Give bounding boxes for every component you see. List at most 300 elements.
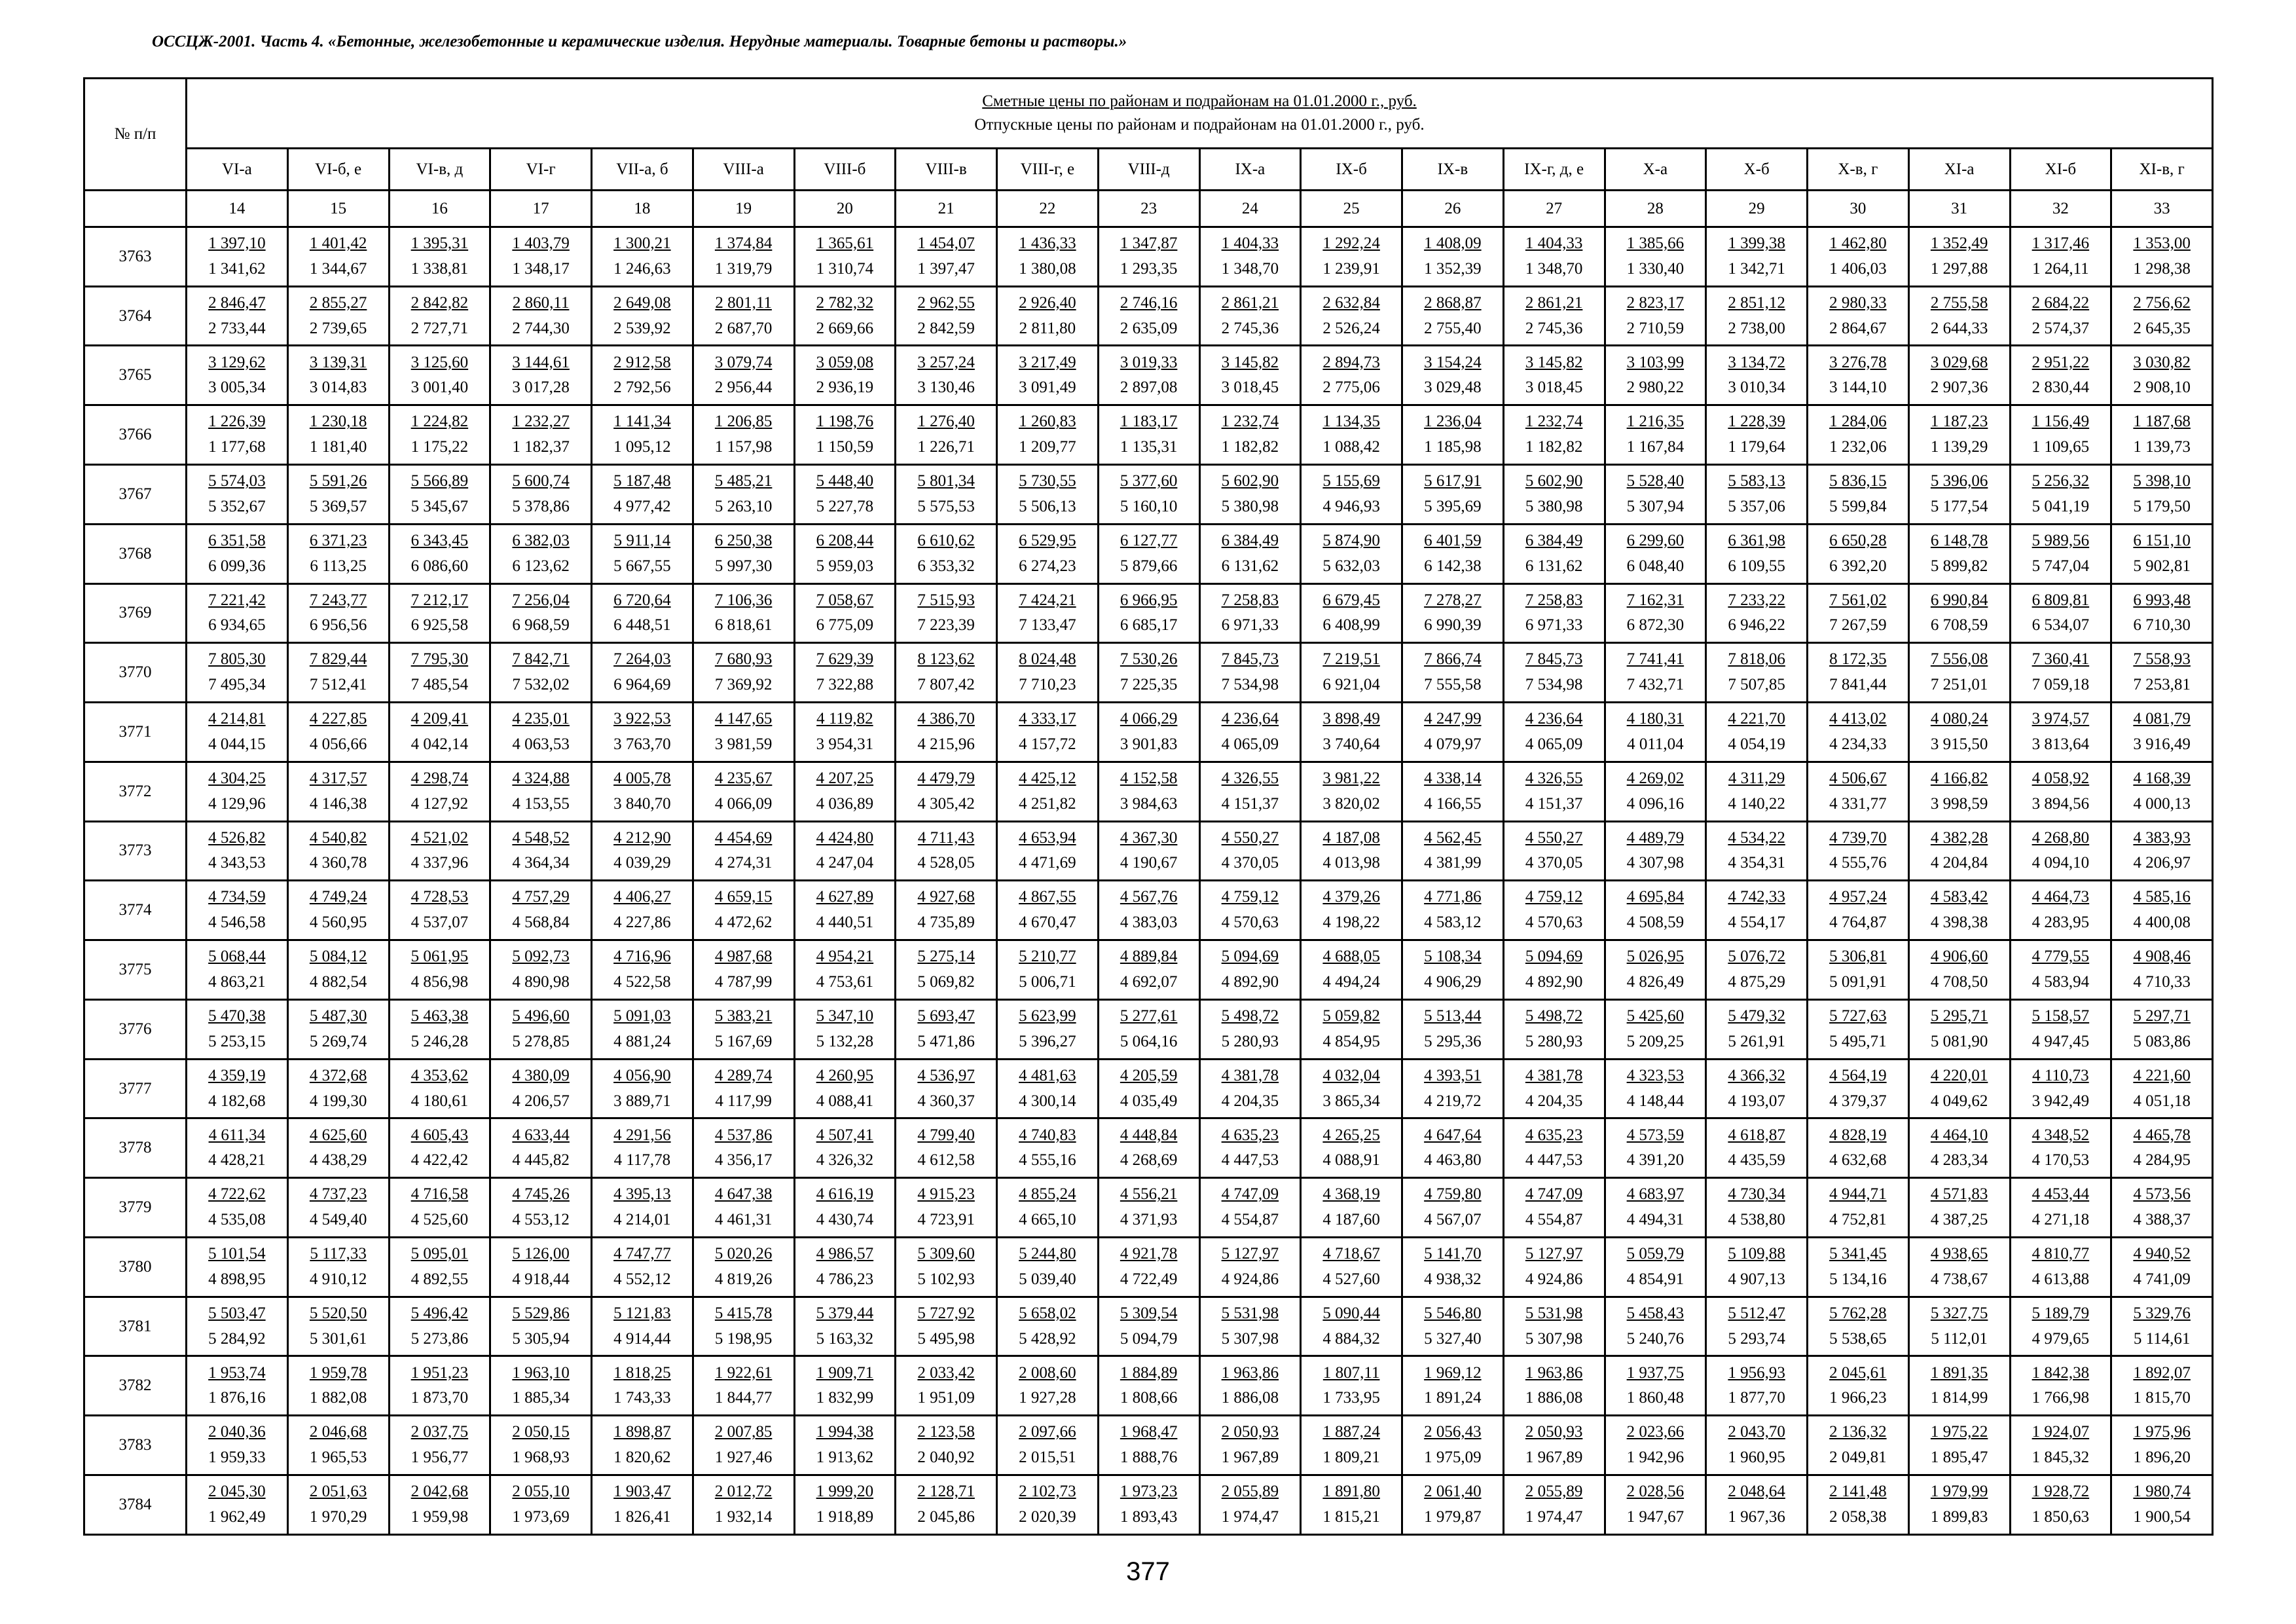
estimate-price: 1 462,80 bbox=[1829, 234, 1887, 253]
price-cell bbox=[2111, 1297, 2213, 1356]
row-number: 3764 bbox=[84, 286, 187, 346]
estimate-price: 4 627,89 bbox=[816, 888, 874, 906]
release-price: 4 042,14 bbox=[410, 735, 469, 753]
estimate-price: 6 343,45 bbox=[410, 531, 469, 549]
price-cell bbox=[187, 703, 288, 762]
price-cell bbox=[1402, 940, 1504, 1000]
price-cell bbox=[592, 464, 693, 524]
region-header: VIII-a bbox=[693, 148, 794, 191]
price-cell bbox=[1301, 1356, 1402, 1416]
price-cell bbox=[287, 405, 389, 465]
release-price: 5 307,94 bbox=[1626, 497, 1685, 515]
estimate-price: 2 102,73 bbox=[1019, 1483, 1076, 1501]
price-cell bbox=[490, 464, 592, 524]
price-cell bbox=[896, 286, 997, 346]
price-cell bbox=[2010, 881, 2111, 940]
release-price: 4 065,09 bbox=[1525, 735, 1583, 753]
estimate-price: 5 463,38 bbox=[410, 1007, 469, 1025]
estimate-price: 7 219,51 bbox=[1322, 650, 1380, 669]
price-cell bbox=[896, 227, 997, 286]
price-cell bbox=[1199, 1416, 1301, 1475]
release-price: 4 054,19 bbox=[1728, 735, 1785, 753]
price-cell bbox=[794, 821, 896, 881]
price-cell bbox=[1098, 346, 1199, 405]
release-price: 4 924,86 bbox=[1221, 1270, 1279, 1288]
estimate-price: 4 573,56 bbox=[2133, 1185, 2191, 1204]
release-price: 1 899,83 bbox=[1930, 1508, 1988, 1526]
price-cell bbox=[187, 940, 288, 1000]
release-price: 1 967,89 bbox=[1221, 1449, 1279, 1467]
estimate-price: 4 205,59 bbox=[1120, 1066, 1178, 1084]
release-price: 4 000,13 bbox=[2133, 794, 2191, 813]
table-row bbox=[84, 762, 2213, 821]
estimate-price: 5 306,81 bbox=[1829, 948, 1887, 966]
price-cell bbox=[794, 583, 896, 643]
price-cell bbox=[1098, 464, 1199, 524]
release-price: 4 612,58 bbox=[917, 1151, 975, 1170]
estimate-price: 1 156,49 bbox=[2032, 413, 2090, 431]
estimate-price: 4 338,14 bbox=[1424, 769, 1482, 787]
estimate-price: 5 108,34 bbox=[1424, 948, 1482, 966]
estimate-price: 1 953,74 bbox=[208, 1363, 266, 1382]
estimate-price: 1 999,20 bbox=[816, 1483, 874, 1501]
estimate-price: 1 260,83 bbox=[1019, 413, 1076, 431]
release-price: 4 422,42 bbox=[410, 1151, 469, 1170]
release-price: 4 979,65 bbox=[2032, 1329, 2090, 1348]
release-price: 5 263,10 bbox=[714, 497, 773, 515]
release-price: 3 916,49 bbox=[2133, 735, 2191, 753]
release-price: 4 148,44 bbox=[1626, 1092, 1685, 1110]
release-price: 2 744,30 bbox=[512, 319, 570, 337]
release-price: 5 064,16 bbox=[1120, 1032, 1178, 1050]
price-cell bbox=[997, 1356, 1099, 1416]
release-price: 5 102,93 bbox=[917, 1270, 975, 1288]
release-price: 4 129,96 bbox=[208, 794, 266, 813]
price-cell bbox=[1808, 1237, 1909, 1297]
estimate-price: 3 139,31 bbox=[309, 353, 367, 371]
price-cell bbox=[592, 1356, 693, 1416]
estimate-price: 5 327,75 bbox=[1930, 1304, 1988, 1322]
estimate-price: 4 521,02 bbox=[410, 828, 469, 847]
estimate-price: 4 383,93 bbox=[2133, 828, 2191, 847]
price-cell bbox=[2111, 1059, 2213, 1118]
estimate-price: 4 311,29 bbox=[1728, 769, 1785, 787]
price-cell bbox=[1808, 762, 1909, 821]
table-row bbox=[84, 227, 2213, 286]
price-cell bbox=[1301, 464, 1402, 524]
price-cell bbox=[1098, 643, 1199, 703]
estimate-price: 5 117,33 bbox=[310, 1245, 367, 1263]
release-price: 3 981,59 bbox=[714, 735, 773, 753]
release-price: 4 187,60 bbox=[1322, 1211, 1380, 1229]
release-price: 4 528,05 bbox=[917, 854, 975, 872]
price-cell bbox=[1301, 1297, 1402, 1356]
release-price: 4 938,32 bbox=[1424, 1270, 1482, 1288]
release-price: 4 554,17 bbox=[1728, 913, 1785, 932]
release-price: 4 388,37 bbox=[2133, 1211, 2191, 1229]
estimate-price: 2 842,82 bbox=[410, 293, 469, 312]
estimate-price: 4 235,67 bbox=[714, 769, 773, 787]
estimate-price: 4 944,71 bbox=[1829, 1185, 1887, 1204]
release-price: 4 182,68 bbox=[208, 1092, 266, 1110]
price-cell bbox=[1199, 1237, 1301, 1297]
price-cell bbox=[389, 940, 490, 1000]
price-cell bbox=[1098, 1297, 1199, 1356]
price-cell bbox=[1605, 1118, 1706, 1178]
estimate-price: 2 868,87 bbox=[1424, 293, 1482, 312]
estimate-price: 1 183,17 bbox=[1120, 413, 1178, 431]
estimate-price: 2 055,10 bbox=[512, 1483, 570, 1501]
estimate-price: 5 092,73 bbox=[512, 948, 570, 966]
estimate-price: 1 232,27 bbox=[512, 413, 570, 431]
release-price: 4 440,51 bbox=[816, 913, 874, 932]
price-cell bbox=[1402, 227, 1504, 286]
release-price: 4 632,68 bbox=[1829, 1151, 1887, 1170]
release-price: 1 226,71 bbox=[917, 438, 975, 456]
release-price: 4 738,67 bbox=[1930, 1270, 1988, 1288]
estimate-price: 4 647,38 bbox=[714, 1185, 773, 1204]
release-price: 7 253,81 bbox=[2133, 676, 2191, 694]
price-cell bbox=[389, 821, 490, 881]
release-price: 4 692,07 bbox=[1120, 972, 1178, 991]
release-price: 4 946,93 bbox=[1322, 497, 1380, 515]
release-price: 4 127,92 bbox=[410, 794, 469, 813]
estimate-price: 7 212,17 bbox=[410, 591, 469, 609]
price-cell bbox=[2010, 405, 2111, 465]
estimate-price: 5 623,99 bbox=[1019, 1007, 1076, 1025]
estimate-price: 2 043,70 bbox=[1728, 1423, 1785, 1441]
price-cell bbox=[693, 821, 794, 881]
price-cell bbox=[1706, 227, 1808, 286]
column-number-row bbox=[84, 191, 2213, 227]
price-cell bbox=[1098, 524, 1199, 583]
estimate-price: 4 747,09 bbox=[1221, 1185, 1279, 1204]
estimate-price: 5 084,12 bbox=[309, 948, 367, 966]
table-row bbox=[84, 999, 2213, 1059]
row-number: 3763 bbox=[84, 227, 187, 286]
release-price: 4 826,49 bbox=[1626, 972, 1685, 991]
price-cell bbox=[187, 881, 288, 940]
release-price: 5 307,98 bbox=[1525, 1329, 1583, 1348]
estimate-price: 4 207,25 bbox=[816, 769, 874, 787]
estimate-price: 5 126,00 bbox=[512, 1245, 570, 1263]
price-cell bbox=[1301, 821, 1402, 881]
price-cell bbox=[896, 1416, 997, 1475]
estimate-price: 5 546,80 bbox=[1424, 1304, 1482, 1322]
price-cell bbox=[693, 1178, 794, 1238]
release-price: 4 065,09 bbox=[1221, 735, 1279, 753]
estimate-price: 5 141,70 bbox=[1424, 1245, 1482, 1263]
release-price: 6 971,33 bbox=[1525, 616, 1583, 635]
price-cell bbox=[1503, 346, 1605, 405]
release-price: 2 669,66 bbox=[816, 319, 874, 337]
price-cell bbox=[592, 227, 693, 286]
release-price: 4 305,42 bbox=[917, 794, 975, 813]
price-cell bbox=[1908, 762, 2010, 821]
release-price: 6 353,32 bbox=[917, 557, 975, 575]
release-price: 3 017,28 bbox=[512, 378, 570, 397]
price-cell bbox=[389, 524, 490, 583]
release-price: 7 807,42 bbox=[917, 676, 975, 694]
release-price: 1 973,69 bbox=[512, 1508, 570, 1526]
price-cell bbox=[490, 405, 592, 465]
price-cell bbox=[490, 762, 592, 821]
price-cell bbox=[490, 940, 592, 1000]
release-price: 5 575,53 bbox=[917, 497, 975, 515]
price-cell bbox=[389, 346, 490, 405]
estimate-price: 2 755,58 bbox=[1930, 293, 1988, 312]
price-cell bbox=[997, 464, 1099, 524]
price-cell bbox=[896, 524, 997, 583]
release-price: 2 842,59 bbox=[917, 319, 975, 337]
price-cell bbox=[1402, 286, 1504, 346]
estimate-price: 2 123,58 bbox=[917, 1423, 975, 1441]
estimate-price: 4 550,27 bbox=[1221, 828, 1279, 847]
price-cell bbox=[1199, 405, 1301, 465]
release-price: 4 494,24 bbox=[1322, 972, 1380, 991]
price-cell bbox=[1605, 1356, 1706, 1416]
estimate-price: 5 295,71 bbox=[1930, 1007, 1988, 1025]
release-price: 4 428,21 bbox=[208, 1151, 266, 1170]
release-price: 2 811,80 bbox=[1019, 319, 1076, 337]
price-cell bbox=[2010, 1356, 2111, 1416]
estimate-price: 1 401,42 bbox=[309, 234, 367, 253]
estimate-price: 3 103,99 bbox=[1626, 353, 1685, 371]
release-price: 4 056,66 bbox=[309, 735, 367, 753]
release-price: 2 897,08 bbox=[1120, 378, 1178, 397]
price-cell bbox=[1706, 346, 1808, 405]
release-price: 4 583,94 bbox=[2032, 972, 2090, 991]
release-price: 1 808,66 bbox=[1120, 1389, 1178, 1407]
estimate-price: 7 221,42 bbox=[208, 591, 266, 609]
price-cell bbox=[287, 524, 389, 583]
estimate-price: 4 526,82 bbox=[208, 828, 266, 847]
price-cell bbox=[1605, 881, 1706, 940]
release-price: 4 549,40 bbox=[309, 1211, 367, 1229]
release-price: 5 506,13 bbox=[1019, 497, 1076, 515]
column-number: 22 bbox=[997, 191, 1099, 227]
release-price: 2 015,51 bbox=[1019, 1449, 1076, 1467]
estimate-price: 7 058,67 bbox=[816, 591, 874, 609]
price-cell bbox=[1301, 881, 1402, 940]
table-row bbox=[84, 583, 2213, 643]
estimate-price: 4 220,01 bbox=[1930, 1066, 1988, 1084]
release-price: 5 094,79 bbox=[1120, 1329, 1178, 1348]
release-price: 1 942,96 bbox=[1626, 1449, 1685, 1467]
price-cell bbox=[1098, 703, 1199, 762]
price-cell bbox=[896, 405, 997, 465]
release-price: 7 534,98 bbox=[1221, 676, 1279, 694]
estimate-price: 4 562,45 bbox=[1424, 828, 1482, 847]
release-price: 7 532,02 bbox=[512, 676, 570, 694]
price-cell bbox=[794, 999, 896, 1059]
release-price: 4 271,18 bbox=[2032, 1211, 2090, 1229]
price-cell bbox=[1098, 762, 1199, 821]
release-price: 6 968,59 bbox=[512, 616, 570, 635]
price-cell bbox=[187, 1118, 288, 1178]
price-cell bbox=[287, 1059, 389, 1118]
price-cell bbox=[2111, 881, 2213, 940]
price-cell bbox=[1605, 643, 1706, 703]
estimate-price: 2 951,22 bbox=[2032, 353, 2090, 371]
estimate-price: 5 836,15 bbox=[1829, 472, 1887, 490]
estimate-price: 5 583,13 bbox=[1728, 472, 1785, 490]
release-price: 4 400,08 bbox=[2133, 913, 2191, 932]
price-cell bbox=[997, 940, 1099, 1000]
release-price: 7 059,18 bbox=[2032, 676, 2090, 694]
estimate-price: 7 558,93 bbox=[2133, 650, 2191, 669]
release-price: 1 264,11 bbox=[2032, 259, 2089, 278]
estimate-price: 6 720,64 bbox=[613, 591, 671, 609]
price-cell bbox=[1605, 346, 1706, 405]
price-cell bbox=[1402, 405, 1504, 465]
release-price: 1 157,98 bbox=[714, 438, 773, 456]
price-table bbox=[83, 77, 2214, 1536]
estimate-price: 4 221,60 bbox=[2133, 1066, 2191, 1084]
release-price: 4 461,31 bbox=[714, 1211, 773, 1229]
price-cell bbox=[794, 227, 896, 286]
price-cell bbox=[1605, 405, 1706, 465]
price-cell bbox=[1605, 227, 1706, 286]
release-price: 3 001,40 bbox=[410, 378, 469, 397]
price-cell bbox=[794, 703, 896, 762]
price-cell bbox=[794, 643, 896, 703]
estimate-price: 4 269,02 bbox=[1626, 769, 1685, 787]
release-price: 4 079,97 bbox=[1424, 735, 1482, 753]
price-cell bbox=[997, 1297, 1099, 1356]
estimate-price: 4 406,27 bbox=[613, 888, 671, 906]
estimate-price: 4 927,68 bbox=[917, 888, 975, 906]
release-price: 6 109,55 bbox=[1728, 557, 1785, 575]
release-price: 5 091,91 bbox=[1829, 972, 1887, 991]
price-cell bbox=[1301, 524, 1402, 583]
region-header: VIII-в bbox=[896, 148, 997, 191]
estimate-price: 5 059,82 bbox=[1322, 1007, 1380, 1025]
table-row bbox=[84, 286, 2213, 346]
release-price: 6 708,59 bbox=[1930, 616, 1988, 635]
price-cell bbox=[1908, 1475, 2010, 1535]
price-cell bbox=[1199, 703, 1301, 762]
estimate-price: 4 080,24 bbox=[1930, 710, 1988, 728]
price-cell bbox=[1098, 1059, 1199, 1118]
release-price: 4 268,69 bbox=[1120, 1151, 1178, 1170]
release-price: 4 331,77 bbox=[1829, 794, 1887, 813]
table-row bbox=[84, 464, 2213, 524]
release-price: 4 283,34 bbox=[1930, 1151, 1988, 1170]
release-price: 4 977,42 bbox=[613, 497, 671, 515]
price-cell bbox=[2010, 346, 2111, 405]
release-price: 1 979,87 bbox=[1424, 1508, 1482, 1526]
row-number: 3773 bbox=[84, 821, 187, 881]
release-price: 3 018,45 bbox=[1221, 378, 1279, 397]
estimate-price: 2 141,48 bbox=[1829, 1483, 1887, 1501]
release-price: 3 984,63 bbox=[1120, 794, 1178, 813]
page-number: 377 bbox=[1126, 1557, 1170, 1586]
estimate-price: 5 503,47 bbox=[208, 1304, 266, 1322]
release-price: 7 534,98 bbox=[1525, 676, 1583, 694]
price-cell bbox=[1706, 1297, 1808, 1356]
estimate-price: 1 408,09 bbox=[1424, 234, 1482, 253]
price-cell bbox=[997, 1475, 1099, 1535]
release-price: 1 177,68 bbox=[208, 438, 266, 456]
release-price: 1 182,37 bbox=[512, 438, 570, 456]
estimate-price: 1 979,99 bbox=[1930, 1483, 1988, 1501]
release-price: 4 206,97 bbox=[2133, 854, 2191, 872]
price-cell bbox=[2111, 1356, 2213, 1416]
estimate-price: 1 436,33 bbox=[1019, 234, 1076, 253]
release-price: 4 856,98 bbox=[410, 972, 469, 991]
estimate-price: 4 236,64 bbox=[1221, 710, 1279, 728]
estimate-price: 5 487,30 bbox=[309, 1007, 367, 1025]
release-price: 4 088,91 bbox=[1322, 1151, 1380, 1170]
release-price: 5 428,92 bbox=[1019, 1329, 1076, 1348]
price-cell bbox=[1503, 524, 1605, 583]
price-cell bbox=[592, 703, 693, 762]
release-price: 4 157,72 bbox=[1019, 735, 1076, 753]
release-price: 5 179,50 bbox=[2133, 497, 2191, 515]
estimate-price: 6 966,95 bbox=[1120, 591, 1178, 609]
estimate-price: 3 019,33 bbox=[1120, 353, 1178, 371]
release-price: 4 063,53 bbox=[512, 735, 570, 753]
release-price: 4 337,96 bbox=[410, 854, 469, 872]
column-number: 19 bbox=[693, 191, 794, 227]
release-price: 1 927,46 bbox=[714, 1449, 773, 1467]
estimate-price: 3 029,68 bbox=[1930, 353, 1988, 371]
estimate-price: 1 963,86 bbox=[1221, 1363, 1279, 1382]
estimate-price: 4 454,69 bbox=[714, 828, 773, 847]
estimate-price: 2 855,27 bbox=[309, 293, 367, 312]
estimate-price: 1 232,74 bbox=[1221, 413, 1279, 431]
estimate-price: 4 659,15 bbox=[714, 888, 773, 906]
estimate-price: 1 963,10 bbox=[512, 1363, 570, 1382]
estimate-price: 5 210,77 bbox=[1019, 948, 1076, 966]
estimate-price: 2 846,47 bbox=[208, 293, 266, 312]
price-cell bbox=[1908, 881, 2010, 940]
estimate-price: 1 891,80 bbox=[1322, 1483, 1380, 1501]
price-cell bbox=[1706, 286, 1808, 346]
estimate-price: 5 379,44 bbox=[816, 1304, 874, 1322]
release-price: 5 538,65 bbox=[1829, 1329, 1887, 1348]
table-row bbox=[84, 1178, 2213, 1238]
estimate-price: 4 380,09 bbox=[512, 1066, 570, 1084]
estimate-price: 4 304,25 bbox=[208, 769, 266, 787]
region-header: X-a bbox=[1605, 148, 1706, 191]
estimate-price: 5 479,32 bbox=[1728, 1007, 1785, 1025]
estimate-price: 4 448,84 bbox=[1120, 1126, 1178, 1144]
price-cell bbox=[1808, 524, 1909, 583]
release-price: 4 741,09 bbox=[2133, 1270, 2191, 1288]
estimate-price: 1 909,71 bbox=[816, 1363, 874, 1382]
price-cell bbox=[1199, 1059, 1301, 1118]
release-price: 5 396,27 bbox=[1019, 1032, 1076, 1050]
release-price: 2 936,19 bbox=[816, 378, 874, 397]
release-price: 5 284,92 bbox=[208, 1329, 266, 1348]
price-cell bbox=[187, 1059, 288, 1118]
price-cell bbox=[1503, 227, 1605, 286]
release-price: 1 209,77 bbox=[1019, 438, 1076, 456]
estimate-price: 1 951,23 bbox=[410, 1363, 469, 1382]
price-cell bbox=[1706, 1059, 1808, 1118]
estimate-price: 4 453,44 bbox=[2032, 1185, 2090, 1204]
estimate-price: 7 256,04 bbox=[512, 591, 570, 609]
price-cell bbox=[896, 1059, 997, 1118]
estimate-price: 4 187,08 bbox=[1322, 828, 1380, 847]
release-price: 3 889,71 bbox=[613, 1092, 671, 1110]
release-price: 7 322,88 bbox=[816, 676, 874, 694]
price-cell bbox=[1301, 405, 1402, 465]
column-number: 23 bbox=[1098, 191, 1199, 227]
price-cell bbox=[1605, 524, 1706, 583]
